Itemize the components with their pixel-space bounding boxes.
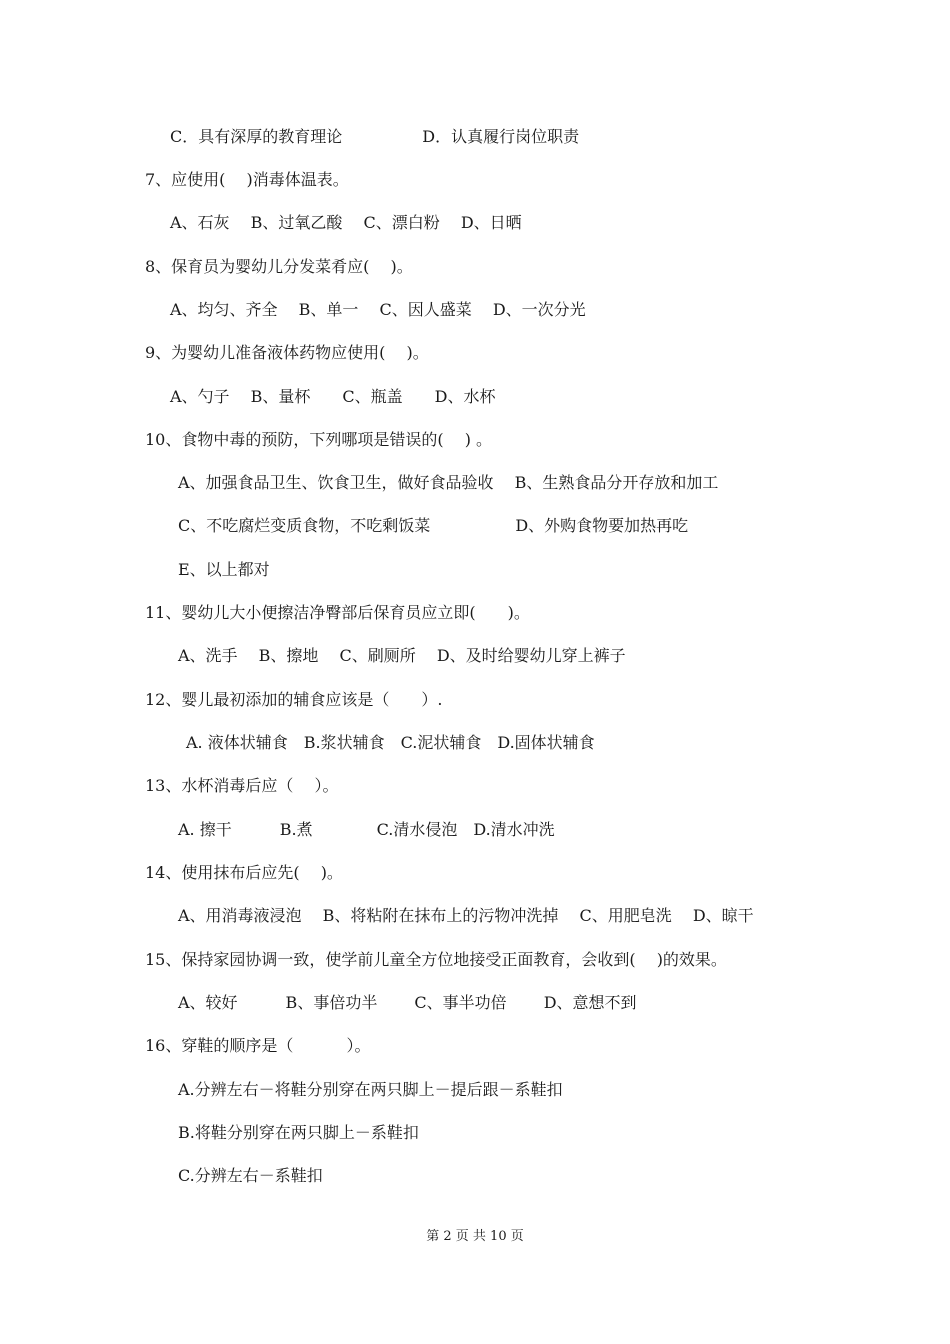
question-14: 14、使用抹布后应先( )。 — [145, 863, 343, 882]
options-16-b: B.将鞋分别穿在两只脚上－系鞋扣 — [178, 1123, 419, 1142]
options-16-c: C.分辨左右－系鞋扣 — [178, 1166, 323, 1185]
question-11: 11、婴幼儿大小便擦洁净臀部后保育员应立即( )。 — [145, 603, 530, 622]
options-16-a: A.分辨左右－将鞋分别穿在两只脚上－提后跟－系鞋扣 — [178, 1080, 563, 1099]
question-7: 7、应使用( )消毒体温表。 — [145, 170, 349, 189]
question-10: 10、食物中毒的预防，下列哪项是错误的( ) 。 — [145, 430, 493, 449]
question-8: 8、保育员为婴幼儿分发菜肴应( )。 — [145, 257, 413, 276]
options-15: A、较好 B、事倍功半 C、事半功倍 D、意想不到 — [178, 993, 637, 1012]
options-14: A、用消毒液浸泡 B、将粘附在抹布上的污物冲洗掉 C、用肥皂洗 D、晾干 — [178, 906, 754, 925]
options-9: A、勺子 B、量杯 C、瓶盖 D、水杯 — [170, 387, 496, 406]
question-13: 13、水杯消毒后应（ ）。 — [145, 776, 339, 795]
question-15: 15、保持家园协调一致，使学前儿童全方位地接受正面教育，会收到( )的效果。 — [145, 950, 727, 969]
question-16: 16、穿鞋的顺序是（ ）。 — [145, 1036, 371, 1055]
options-7: A、石灰 B、过氧乙酸 C、漂白粉 D、日晒 — [170, 213, 522, 232]
question-9: 9、为婴幼儿准备液体药物应使用( )。 — [145, 343, 429, 362]
options-11: A、洗手 B、擦地 C、刷厕所 D、及时给婴幼儿穿上裤子 — [178, 646, 626, 665]
question-12: 12、婴儿最初添加的辅食应该是（ ）. — [145, 690, 443, 709]
options-10-ab: A、加强食品卫生、饮食卫生，做好食品验收 B、生熟食品分开存放和加工 — [178, 473, 719, 492]
options-8: A、均匀、齐全 B、单一 C、因人盛菜 D、一次分光 — [170, 300, 586, 319]
page-footer: 第 2 页 共 10 页 — [426, 1229, 524, 1244]
options-12: A. 液体状辅食 B.浆状辅食 C.泥状辅食 D.固体状辅食 — [186, 733, 595, 752]
line-6c: C．具有深厚的教育理论 D．认真履行岗位职责 — [170, 127, 580, 146]
options-10-e: E、以上都对 — [178, 560, 270, 579]
options-13: A. 擦干 B.煮 C.清水侵泡 D.清水冲洗 — [178, 820, 555, 839]
options-10-cd: C、不吃腐烂变质食物，不吃剩饭菜 D、外购食物要加热再吃 — [178, 516, 689, 535]
